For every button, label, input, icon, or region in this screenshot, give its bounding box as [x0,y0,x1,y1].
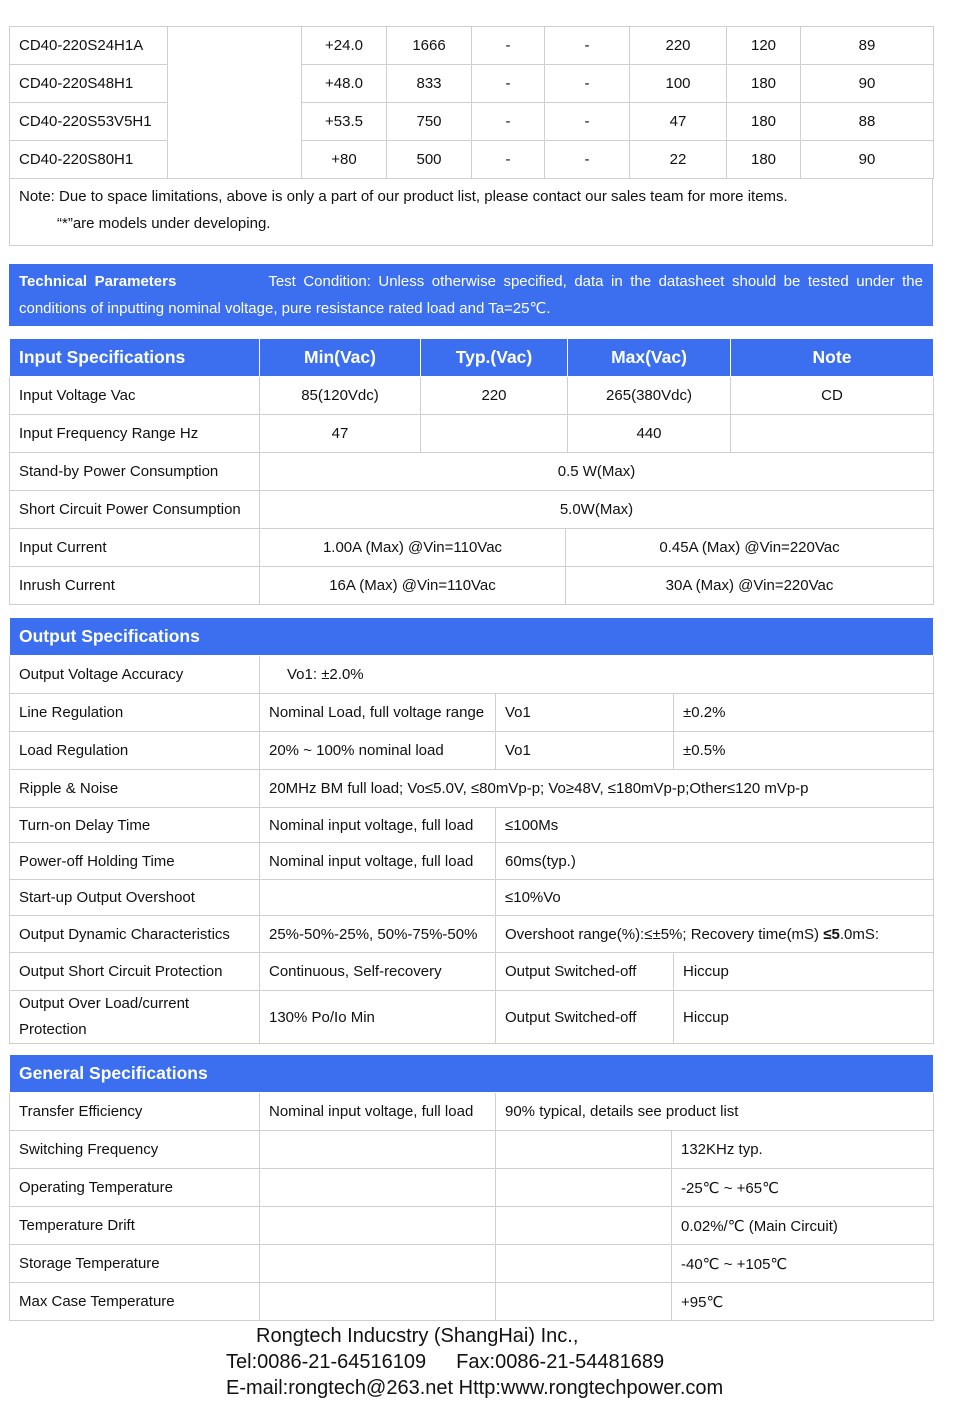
input-current-table [9,528,934,605]
spec-row [10,1131,934,1169]
spec-note: CD [731,377,934,415]
output-specifications-table-lower [9,807,934,1044]
spec-row [10,953,934,991]
spec-value: ±0.5% [674,732,934,770]
spec-row [10,770,934,808]
contact-line: E-mail:rongtech@263.net Http:www.rongtechpower.com [226,1377,724,1399]
spec-value: -25℃ ~ +65℃ [672,1169,934,1207]
spec-label: Inrush Current [10,567,260,605]
model-table [9,26,934,179]
spec-value: ±0.2% [674,694,934,732]
telephone: Tel:0086-21-64516109 [226,1351,427,1373]
spec-value-220: 0.45A (Max) @Vin=220Vac [566,529,934,567]
model-row [10,103,934,141]
model-voltage: +24.0 [302,27,387,65]
model-ripple: 180 [727,103,801,141]
spec-label: Switching Frequency [10,1131,260,1169]
spec-extra [496,1207,672,1245]
spec-value: 132KHz typ. [672,1131,934,1169]
spec-value: 5.0W(Max) [260,491,934,529]
spec-label: Power-off Holding Time [10,843,260,880]
output-specifications-table [9,617,934,808]
spec-value: 90% typical, details see product list [496,1093,934,1131]
spec-row [10,1093,934,1131]
output-section-title: Output Specifications [10,618,934,656]
model-row [10,27,934,65]
input-section-title: Input Specifications [10,339,260,377]
spec-value: 60ms(typ.) [496,843,934,880]
spec-row [10,808,934,843]
spec-label: Input Frequency Range Hz [10,415,260,453]
spec-typ [421,415,568,453]
spec-condition: Nominal input voltage, full load [260,1093,496,1131]
model-capacitance: 100 [630,65,727,103]
model-col3: - [472,65,545,103]
model-col3: - [472,103,545,141]
spec-label: Max Case Temperature [10,1283,260,1321]
model-current: 1666 [387,27,472,65]
spec-condition [260,1207,496,1245]
spec-row [10,415,934,453]
spec-channel: Vo1 [496,732,674,770]
general-header-row [10,1055,934,1093]
model-capacitance: 22 [630,141,727,179]
spec-value-110: 1.00A (Max) @Vin=110Vac [260,529,566,567]
model-col4: - [545,103,630,141]
spec-row [10,567,934,605]
spec-label: Load Regulation [10,732,260,770]
spec-value-220: 30A (Max) @Vin=220Vac [566,567,934,605]
spec-label: Ripple & Noise [10,770,260,808]
technical-parameters-text: Test Condition: Unless otherwise specified, data in the datasheet should be tested under the conditions of inputting nominal voltage, pure resistance rated load and Ta=25℃. [19,273,923,317]
model-blank-cell [168,27,302,179]
model-name: CD40-220S48H1 [10,65,168,103]
model-col3: - [472,27,545,65]
model-capacitance: 47 [630,103,727,141]
model-efficiency: 90 [801,141,934,179]
col-max-header: Max(Vac) [568,339,731,377]
spec-row [10,1207,934,1245]
spec-extra [496,1169,672,1207]
spec-row [10,1283,934,1321]
spec-label: Line Regulation [10,694,260,732]
spec-channel: Vo1 [496,694,674,732]
model-note-line2: “*”are models under developing. [57,215,271,232]
spec-condition [260,1131,496,1169]
spec-condition [260,1169,496,1207]
spec-value-suffix: .0mS: [839,925,879,943]
model-name: CD40-220S24H1A [10,27,168,65]
spec-value: 20MHz BM full load; Vo≤5.0V, ≤80mVp-p; Vo≥48V, ≤180mVp-p;Other≤120 mVp-p [260,770,934,808]
input-header-row [10,339,934,377]
spec-label: Storage Temperature [10,1245,260,1283]
model-ripple: 180 [727,65,801,103]
model-col3: - [472,141,545,179]
spec-label: Output Short Circuit Protection [10,953,260,991]
model-voltage: +48.0 [302,65,387,103]
model-efficiency: 89 [801,27,934,65]
spec-label: Transfer Efficiency [10,1093,260,1131]
model-voltage: +53.5 [302,103,387,141]
spec-extra [496,1245,672,1283]
model-current: 833 [387,65,472,103]
model-col4: - [545,65,630,103]
spec-row [10,1245,934,1283]
spec-extra [496,1131,672,1169]
phone-fax-line [0,1349,960,1375]
spec-row [10,656,934,694]
spec-value: Vo1: ±2.0% [260,656,934,694]
spec-row [10,991,934,1044]
spec-condition: 130% Po/Io Min [260,991,496,1044]
spec-label: Output Over Load/current Protection [10,991,260,1044]
spec-label: Output Dynamic Characteristics [10,916,260,953]
spec-note [731,415,934,453]
model-capacitance: 220 [630,27,727,65]
general-specifications-table [9,1054,934,1321]
input-specifications-table [9,338,934,529]
spec-label: Start-up Output Overshoot [10,880,260,916]
spec-min: 85(120Vdc) [260,377,421,415]
spec-label: Turn-on Delay Time [10,808,260,843]
spec-row [10,1169,934,1207]
spec-row [10,529,934,567]
col-typ-header: Typ.(Vac) [421,339,568,377]
output-header-row [10,618,934,656]
spec-row [10,377,934,415]
spec-condition: 20% ~ 100% nominal load [260,732,496,770]
col-note-header: Note [731,339,934,377]
fax: Fax:0086-21-54481689 [456,1351,665,1373]
spec-condition: Nominal input voltage, full load [260,843,496,880]
spec-extra [496,1283,672,1321]
spec-label: Input Current [10,529,260,567]
spec-value: ≤100Ms [496,808,934,843]
spec-label: Temperature Drift [10,1207,260,1245]
model-efficiency: 88 [801,103,934,141]
spec-mode: Output Switched-off [496,991,674,1044]
spec-row [10,491,934,529]
general-section-title: General Specifications [10,1055,934,1093]
spec-value: Hiccup [674,991,934,1044]
model-col4: - [545,141,630,179]
spec-condition [260,1283,496,1321]
spec-row [10,732,934,770]
spec-value: 0.02%/℃ (Main Circuit) [672,1207,934,1245]
spec-value: -40℃ ~ +105℃ [672,1245,934,1283]
spec-min: 47 [260,415,421,453]
datasheet [9,26,933,1321]
model-note-line1: Note: Due to space limitations, above is only a part of our product list, please contact our sales team for more items. [19,188,788,205]
spec-typ: 220 [421,377,568,415]
company-footer [0,1323,960,1401]
spec-max: 440 [568,415,731,453]
spec-value [496,916,934,953]
model-ripple: 180 [727,141,801,179]
spec-value: +95℃ [672,1283,934,1321]
model-row [10,65,934,103]
spec-row [10,453,934,491]
technical-parameters-title: Technical Parameters [19,273,177,290]
spec-mode: Output Switched-off [496,953,674,991]
spec-label: Output Voltage Accuracy [10,656,260,694]
model-name: CD40-220S80H1 [10,141,168,179]
spec-value: 0.5 W(Max) [260,453,934,491]
spec-row [10,694,934,732]
model-current: 500 [387,141,472,179]
spec-label: Stand-by Power Consumption [10,453,260,491]
spec-value-110: 16A (Max) @Vin=110Vac [260,567,566,605]
spec-condition: Continuous, Self-recovery [260,953,496,991]
spec-max: 265(380Vdc) [568,377,731,415]
col-min-header: Min(Vac) [260,339,421,377]
technical-parameters-band [9,264,933,326]
spec-condition [260,880,496,916]
spec-row [10,843,934,880]
spec-value-bold: ≤5 [823,925,840,943]
spec-condition: Nominal input voltage, full load [260,808,496,843]
model-current: 750 [387,103,472,141]
spec-label: Short Circuit Power Consumption [10,491,260,529]
spec-row [10,916,934,953]
model-voltage: +80 [302,141,387,179]
company-name: Rongtech Inducstry (ShangHai) Inc., [256,1325,579,1347]
spec-value: ≤10%Vo [496,880,934,916]
model-name: CD40-220S53V5H1 [10,103,168,141]
spec-label: Input Voltage Vac [10,377,260,415]
spec-condition [260,1245,496,1283]
spec-value-text: Overshoot range(%):≤±5%; Recovery time(mS) [505,925,824,943]
spec-value: Hiccup [674,953,934,991]
model-note [9,179,933,246]
spec-condition: Nominal Load, full voltage range [260,694,496,732]
model-row [10,141,934,179]
spec-condition: 25%-50%-25%, 50%-75%-50% [260,916,496,953]
model-ripple: 120 [727,27,801,65]
model-col4: - [545,27,630,65]
model-efficiency: 90 [801,65,934,103]
spec-row [10,880,934,916]
spec-label: Operating Temperature [10,1169,260,1207]
